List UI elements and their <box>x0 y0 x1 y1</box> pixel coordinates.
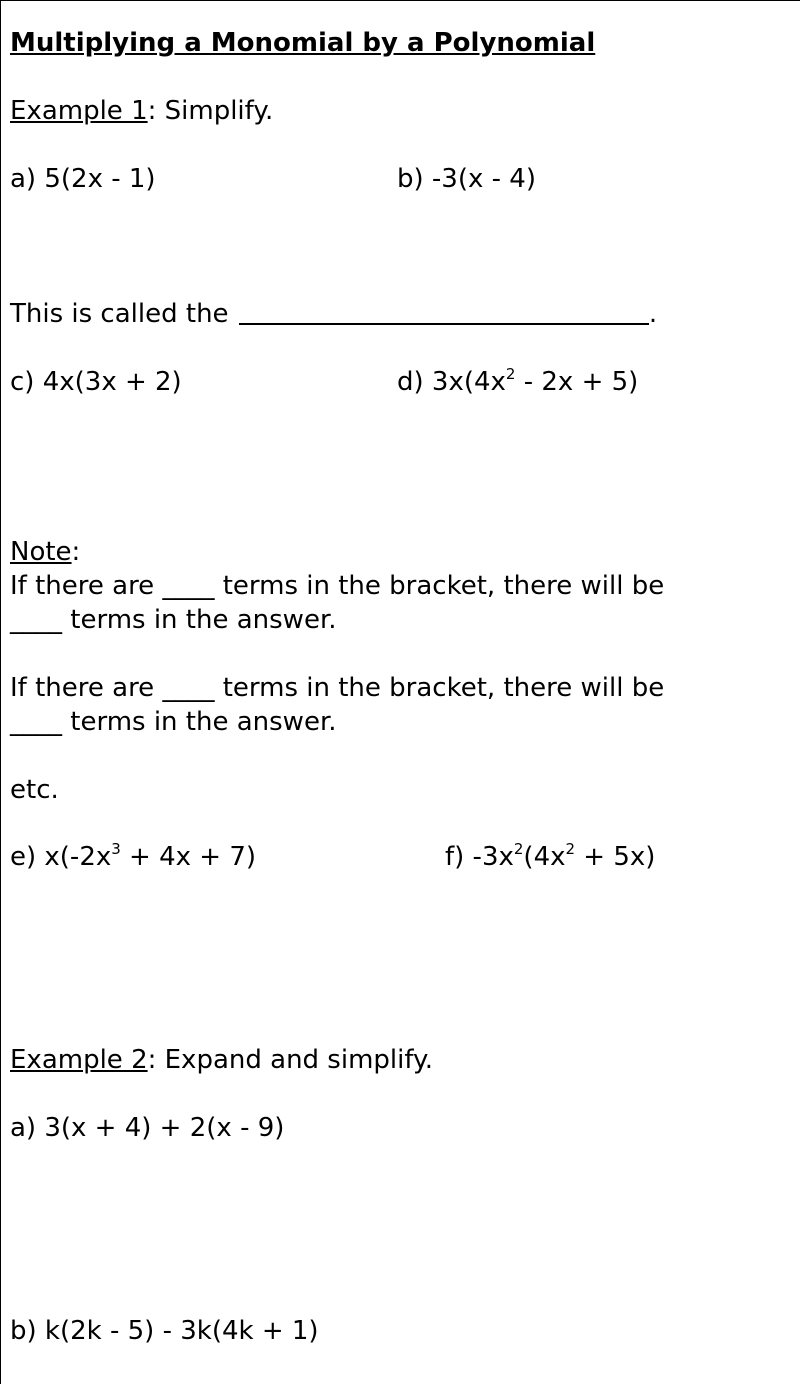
note-line-4: ____ terms in the answer. <box>10 707 337 737</box>
problem-2a: a) 3(x + 4) + 2(x - 9) <box>10 1113 285 1143</box>
called-period: . <box>648 299 658 329</box>
answer-blank-line <box>239 323 649 325</box>
problem-1a: a) 5(2x - 1) <box>10 164 156 194</box>
problem-1d-text: d) 3x(4x <box>397 367 506 397</box>
exponent: 2 <box>505 365 516 383</box>
exponent: 2 <box>513 840 524 858</box>
note-label: Note <box>10 537 72 567</box>
problem-f <box>445 842 655 872</box>
problem-1b: b) -3(x - 4) <box>397 164 536 194</box>
problem-e <box>10 842 256 872</box>
example1-label: Example 1 <box>10 96 148 126</box>
called-text: This is called the <box>10 299 237 329</box>
problem-1d-text-end: - 2x + 5) <box>515 367 639 397</box>
example2-heading <box>10 1045 433 1075</box>
problem-e-text: e) x(-2x <box>10 842 112 872</box>
page-title: Multiplying a Monomial by a Polynomial <box>10 28 596 58</box>
problem-f-text-mid: (4x <box>523 842 566 872</box>
note-line-1: If there are ____ terms in the bracket, there will be <box>10 571 665 601</box>
problem-1d <box>397 367 638 397</box>
example1-heading <box>10 96 273 126</box>
example2-label: Example 2 <box>10 1045 148 1075</box>
note-etc: etc. <box>10 775 59 805</box>
problem-f-text: f) -3x <box>445 842 514 872</box>
note-line-2: ____ terms in the answer. <box>10 605 337 635</box>
example1-instruction: : Simplify. <box>147 96 274 126</box>
problem-f-text-end: + 5x) <box>575 842 656 872</box>
problem-e-text-end: + 4x + 7) <box>120 842 257 872</box>
note-colon: : <box>71 537 81 567</box>
example2-instruction: : Expand and simplify. <box>147 1045 433 1075</box>
exponent: 3 <box>111 840 121 858</box>
exponent: 2 <box>565 840 576 858</box>
problem-2b: b) k(2k - 5) - 3k(4k + 1) <box>10 1316 319 1346</box>
note-line-3: If there are ____ terms in the bracket, there will be <box>10 673 665 703</box>
problem-1c: c) 4x(3x + 2) <box>10 367 182 397</box>
note-heading <box>10 537 80 567</box>
called-sentence <box>10 299 657 329</box>
